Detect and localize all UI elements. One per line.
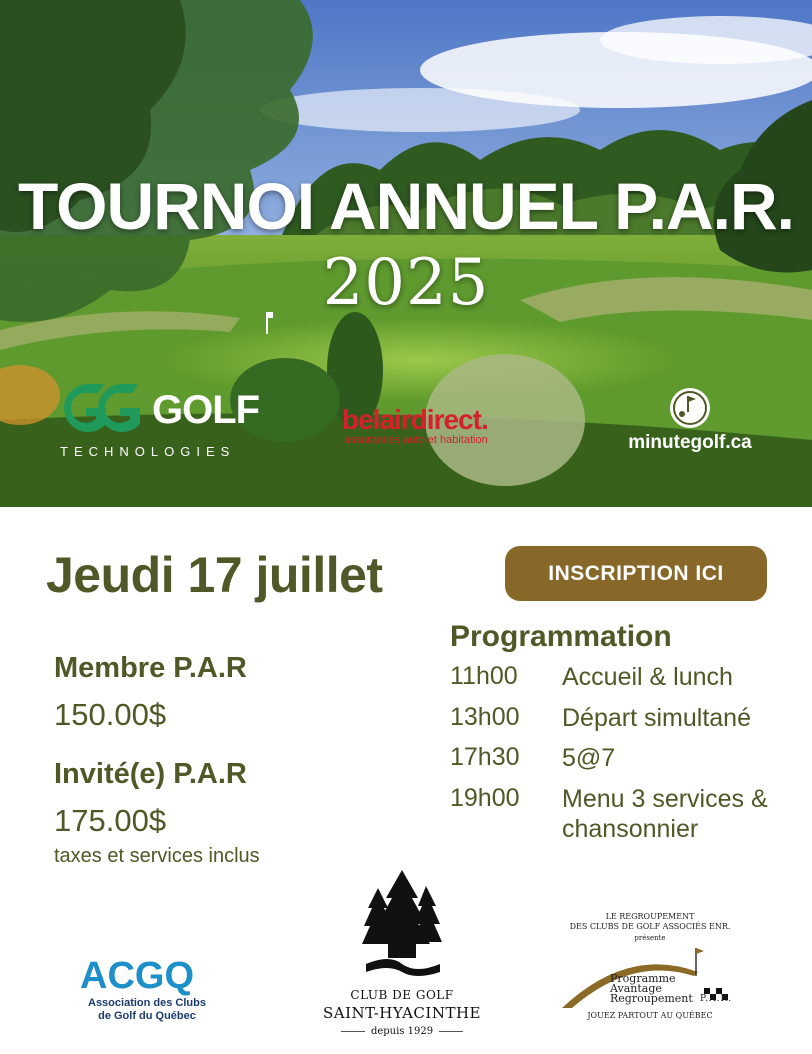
registration-button[interactable]: INSCRIPTION ICI <box>505 546 767 601</box>
sponsor-gg-golf <box>58 380 278 465</box>
par-footer: JOUEZ PARTOUT AU QUÉBEC <box>587 1011 713 1020</box>
club-since: depuis 1929 <box>316 1026 488 1037</box>
program-event: 5@7 <box>562 744 616 772</box>
gg-subtitle: TECHNOLOGIES <box>60 444 236 459</box>
acgq-logo <box>72 955 232 1025</box>
gg-logo-icon <box>58 380 144 438</box>
hero-year: 2025 <box>322 246 490 320</box>
program-title: Programmation <box>450 620 672 653</box>
acgq-subtitle-line2: de Golf du Québec <box>98 1010 196 1022</box>
par-program-logo <box>558 912 742 1024</box>
acgq-subtitle <box>72 997 222 1023</box>
par-tag: P.A.R. <box>700 994 733 1004</box>
program-time: 19h00 <box>450 784 520 812</box>
program-event: Départ simultané <box>562 704 751 732</box>
program-event: Menu 3 services & chansonnier <box>562 785 768 843</box>
belair-subtitle: assurances auto et habitation <box>344 434 488 446</box>
guest-label: Invité(e) P.A.R <box>54 758 247 790</box>
sponsor-minutegolf <box>620 386 760 456</box>
par-line2: Avantage <box>610 982 662 995</box>
par-presents: présente <box>634 934 666 942</box>
member-label: Membre P.A.R <box>54 652 247 684</box>
par-header <box>558 912 742 932</box>
belair-wordmark: belairdirect. <box>342 404 488 435</box>
gg-wordmark: GOLF <box>152 388 260 432</box>
par-header-line2: DES CLUBS DE GOLF ASSOCIÉS ENR. <box>569 922 731 931</box>
member-price: 150.00$ <box>54 697 167 732</box>
program-time: 17h30 <box>450 743 520 771</box>
club-name-line1: CLUB DE GOLF <box>350 988 454 1002</box>
acgq-wordmark: ACGQ <box>80 955 194 997</box>
price-note: taxes et services inclus <box>54 845 260 867</box>
club-name-line2: SAINT-HYACINTHE <box>322 1004 481 1022</box>
event-date: Jeudi 17 juillet <box>46 547 383 603</box>
club-saint-hyacinthe-logo <box>316 868 488 1048</box>
hero-banner <box>0 0 812 507</box>
par-program-name <box>610 974 693 1004</box>
hero-title: TOURNOI ANNUEL P.A.R. <box>18 169 794 243</box>
golf-ball-flag-icon <box>668 386 712 430</box>
par-header-line1: LE REGROUPEMENT <box>605 912 695 921</box>
sponsor-belairdirect <box>342 404 532 449</box>
par-line3: Regroupement <box>610 992 693 1005</box>
pine-trees-icon <box>360 868 444 980</box>
program-event: Accueil & lunch <box>562 663 733 691</box>
program-time: 11h00 <box>450 662 518 690</box>
par-line1: Programme <box>610 972 676 985</box>
guest-price: 175.00$ <box>54 803 167 838</box>
minutegolf-wordmark: minutegolf.ca <box>628 432 752 453</box>
program-time: 13h00 <box>450 703 520 731</box>
acgq-subtitle-line1: Association des Clubs <box>88 997 206 1009</box>
